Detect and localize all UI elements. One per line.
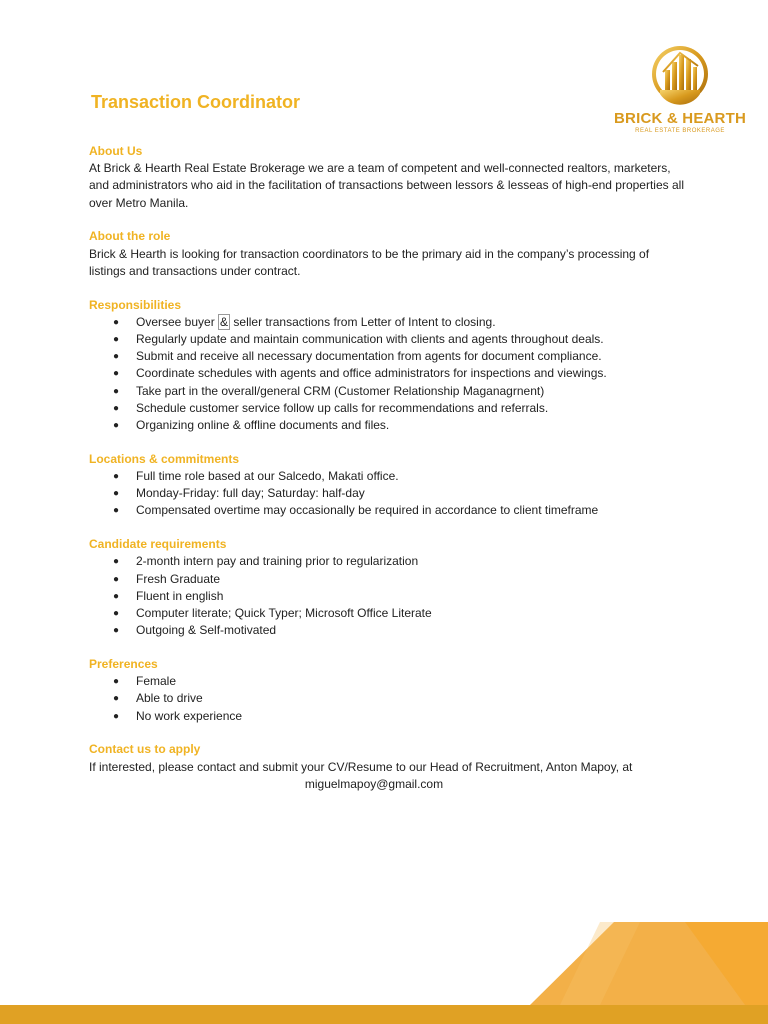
- document-body: [89, 143, 689, 810]
- bullet-icon: ●: [113, 505, 120, 517]
- building-circle-icon: [650, 42, 710, 108]
- bullet-icon: ●: [113, 402, 120, 414]
- locations-section: [89, 451, 689, 520]
- list-item: [89, 690, 689, 707]
- list-item: [89, 365, 689, 382]
- list-item: [89, 673, 689, 690]
- section-heading: Contact us to apply: [89, 742, 201, 757]
- contact-text: If interested, please contact and submit your CV/Resume to our Head of Recruitment, Anton Mapoy, at: [89, 759, 633, 774]
- list-item: [89, 622, 689, 639]
- list-item: [89, 708, 689, 725]
- requirements-section: [89, 536, 689, 639]
- contact-section: [89, 741, 689, 793]
- item-text: Coordinate schedules with agents and office administrators for inspections and viewings.: [136, 366, 607, 381]
- bullet-icon: ●: [113, 334, 120, 346]
- list-item: [89, 605, 689, 622]
- list-item: [89, 485, 689, 502]
- list-item: [89, 588, 689, 605]
- responsibilities-section: [89, 297, 689, 435]
- list-item: [89, 400, 689, 417]
- section-heading: Locations & commitments: [89, 451, 240, 466]
- item-text: Female: [136, 674, 177, 689]
- bullet-icon: ●: [113, 693, 120, 705]
- item-text: No work experience: [136, 708, 243, 723]
- bullet-icon: ●: [113, 710, 120, 722]
- item-text: 2-month intern pay and training prior to regularization: [136, 554, 419, 569]
- bullet-icon: ●: [113, 573, 120, 585]
- list-item: [89, 331, 689, 348]
- list-item: [89, 383, 689, 400]
- about-us-text: At Brick & Hearth Real Estate Brokerage we are a team of competent and well-connected realtors, marketers, and administrators who aid in the facilitation of transactions between lessors & lesseas of high-end properties all over Metro Manila.: [89, 161, 684, 210]
- list-item: [89, 314, 689, 331]
- company-logo: [608, 42, 752, 138]
- item-text: Monday-Friday: full day; Saturday: half-day: [136, 486, 365, 501]
- bullet-icon: ●: [113, 556, 120, 568]
- section-heading: About the role: [89, 229, 171, 244]
- about-us-section: [89, 143, 689, 212]
- item-text: Regularly update and maintain communication with clients and agents throughout deals.: [136, 332, 604, 347]
- bullet-icon: ●: [113, 420, 120, 432]
- bullet-icon: ●: [113, 368, 120, 380]
- item-text: Fluent in english: [136, 588, 224, 603]
- item-text: Submit and receive all necessary documentation from agents for document compliance.: [136, 349, 602, 364]
- item-text: Compensated overtime may occasionally be required in accordance to client timeframe: [136, 503, 599, 518]
- bullet-icon: ●: [113, 351, 120, 363]
- highlighted-ampersand: &: [220, 314, 229, 329]
- section-heading: Preferences: [89, 657, 158, 672]
- list-item: [89, 571, 689, 588]
- list-item: [89, 502, 689, 519]
- item-text-before: Oversee buyer: [136, 314, 219, 329]
- item-text-after: seller transactions from Letter of Intent to closing.: [230, 314, 496, 329]
- item-text: Take part in the overall/general CRM (Customer Relationship Maganagrnent): [136, 383, 545, 398]
- page-title: Transaction Coordinator: [91, 92, 301, 112]
- list-item: [89, 553, 689, 570]
- bullet-icon: ●: [113, 676, 120, 688]
- about-role-section: [89, 228, 689, 280]
- section-heading: About Us: [89, 144, 143, 158]
- item-text: Full time role based at our Salcedo, Makati office.: [136, 469, 399, 484]
- bullet-icon: ●: [113, 590, 120, 602]
- preferences-list: [89, 673, 689, 725]
- bullet-icon: ●: [113, 316, 120, 328]
- section-heading: Candidate requirements: [89, 537, 227, 552]
- list-item: [89, 468, 689, 485]
- bullet-icon: ●: [113, 625, 120, 637]
- bullet-icon: ●: [113, 608, 120, 620]
- logo-subtitle: REAL ESTATE BROKERAGE: [635, 128, 725, 134]
- bullet-icon: ●: [113, 488, 120, 500]
- responsibilities-list: [89, 314, 689, 434]
- list-item: [89, 417, 689, 434]
- item-text: Able to drive: [136, 691, 203, 706]
- about-role-text: Brick & Hearth is looking for transaction coordinators to be the primary aid in the company’s processing of listings and transactions under contract.: [89, 246, 650, 278]
- item-text: Fresh Graduate: [136, 571, 221, 586]
- bullet-icon: ●: [113, 385, 120, 397]
- requirements-list: [89, 553, 689, 639]
- list-item: [89, 348, 689, 365]
- preferences-section: [89, 656, 689, 725]
- item-text: Organizing online & offline documents and files.: [136, 418, 390, 433]
- section-heading: Responsibilities: [89, 297, 182, 312]
- item-text: Computer literate; Quick Typer; Microsoft Office Literate: [136, 606, 432, 621]
- item-text: Outgoing & Self-motivated: [136, 623, 277, 638]
- logo-name: BRICK & HEARTH: [614, 110, 746, 127]
- item-text: Schedule customer service follow up calls for recommendations and referrals.: [136, 400, 549, 415]
- contact-email-link[interactable]: miguelmapoy@gmail.com: [304, 776, 444, 791]
- locations-list: [89, 468, 689, 520]
- bullet-icon: ●: [113, 471, 120, 483]
